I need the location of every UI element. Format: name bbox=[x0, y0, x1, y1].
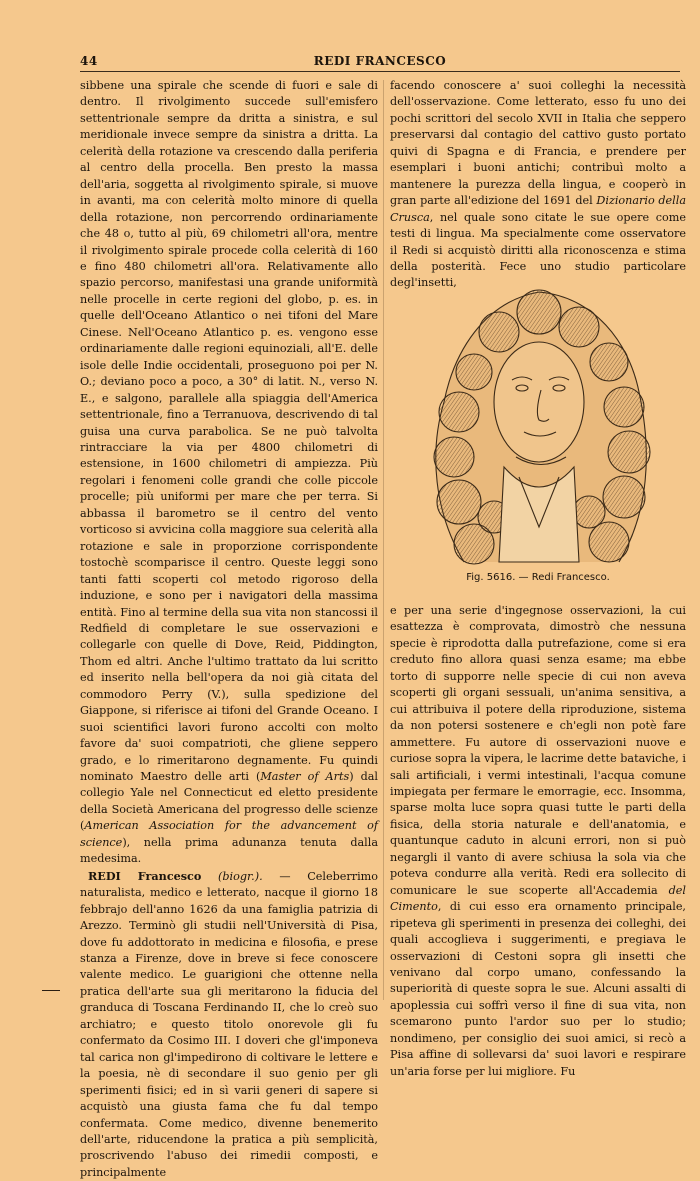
right-column-top bbox=[390, 78, 686, 292]
margin-mark bbox=[42, 990, 60, 991]
entry-tag: (biogr.). bbox=[218, 869, 263, 883]
entry-heading: REDI Francesco bbox=[88, 868, 202, 883]
paragraph-redi-letterato: facendo conoscere a' suoi colleghi la necessità dell'osservazione. Come letterato, esso fu uno dei pochi scrittori del secolo XVII in Italia che seppero preservarsi dal contagio del cattivo gusto portato quivi di Spagna e di Francia, e prendere per esemplari i buoni antichi; contribuì molto a mantenere la purezza della lingua, e cooperò in gran parte all'edizione del 1691 del Dizionario della Crusca, nel quale sono citate le sue opere come testi di lingua. Ma specialmente come osservatore il Redi si acquistò diritti alla riconoscenza e stima della posterità. Fece uno studio particolare degl'insetti, bbox=[390, 79, 686, 290]
page-number: 44 bbox=[80, 54, 98, 68]
portrait-engraving bbox=[404, 262, 674, 567]
column-divider bbox=[383, 80, 384, 1000]
header-rule bbox=[80, 71, 680, 72]
left-column bbox=[80, 78, 378, 1181]
running-title: REDI FRANCESCO bbox=[313, 54, 447, 68]
paragraph-redfield: sibbene una spirale che scende di fuori e sale di dentro. Il rivolgimento succede sull'emisfero settentrionale sempre da dritta a sinistra, e sul meridionale invece sempre da sinistra a dritta. La celerità della rotazione va crescendo dalla periferia al centro della procella. Ben presto la massa dell'aria, soggetta al rivolgimento spirale, si muove in avanti, ma con celerità molto minore di quella della rotazione, non percorrendo ordinariamente che 48 o, tutto al più, 69 chilometri all'ora, mentre il rivolgimento spirale procede colla celerità di 160 e fino 480 chilometri all'ora. Relativamente allo spazio percorso, manifestasi una grande uniformità nelle procelle in certe regioni del globo, p. es. in quelle dell'Oceano Atlantico o nei tifoni del Mare Cinese. Nell'Oceano Atlantico p. es. vengono esse ordinariamente dalle regioni equinoziali, all'E. delle isole delle Indie occidentali, proseguono poi per N. O.; deviano poco a poco, a 30° di latit. N., verso N. E., e salgono, parallele alla spiaggia dell'America settentrionale, fino a Terranuova, descrivendo di tal guisa una curva parabolica. Se ne può talvolta rintracciare la via per 4800 chilometri di estensione, in 1600 chilometri di ampiezza. Più regolari i fenomeni colle grandi che colle piccole procelle; più uniformi per mare che per terra. Si abbassa il barometro se il centro del vento vorticoso si avvicina colla maggiore sua celerità alla rotazione e sale in proporzione corrispondente tostochè scomparisce il centro. Queste leggi sono tanti fatti scoperti col metodo rigoroso della induzione, e sono per i navigatori della massima entità. Fino al termine della sua vita non stancossi il Redfield di completare le sue osservazioni e collegarle con quelle di Dove, Reid, Piddington, Thom ed altri. Anche l'ultimo trattato da lui scritto ed inserito nella bell'opera da noi già citata del commodoro Perry (V.), sulla spedizione del Giappone, si riferisce ai tifoni del Grande Oceano. I suoi scientifici lavori furono accolti con molto favore da' suoi compatrioti, che gliene seppero grado, e lo rimeritarono degnamente. Fu quindi nominato Maestro delle arti (Master of Arts) dal collegio Yale nel Connecticut ed eletto presidente della Società Americana del progresso delle scienze (American Association for the advancement of science), nella prima adunanza tenuta dalla medesima. bbox=[80, 79, 378, 866]
paragraph-redi-osservazioni: e per una serie d'ingegnose osservazioni, la cui esattezza è comprovata, dimostrò che nessuna specie è riprodotta dalla putrefazione, come si era creduto fino allora quasi senza esame; ma ebbe torto di supporre nelle specie di cui non aveva scoperti gli organi sessuali, un'anima sensitiva, a cui attribuiva il potere della riproduzione, sistema da non potersi sostenere e ch'egli non potè fare ammettere. Fu autore di osservazioni nuove e curiose sopra la vipera, le lacrime dette bataviche, i sali artificiali, i vermi intestinali, l'acqua comune impiegata per fermare le emorragie, ecc. Insomma, sparse molta luce sopra quasi tutte le parti della fisica, della storia naturale e dell'anatomia, e quantunque caduto in alcuni errori, non si può negargli il vanto di avere schiusa la sola via che poteva condurre alla verità. Redi era sollecito di comunicare le sue scoperte all'Accademia del Cimento, di cui esso era ornamento principale, ripeteva gli sperimenti in presenza dei colleghi, dei quali accoglieva i suggerimenti, e pregiava le osservazioni di Cestoni sopra gli insetti che venivano dal corpo umano, confessando la superiorità di queste sopra le sue. Alcuni assalti di apoplessia cui soffrì verso il fine di sua vita, non scemarono punto l'ardor suo per lo studio; nondimeno, per consiglio dei suoi amici, si recò a Pisa affine di sollevarsi da' suoi lavori e respirare un'aria forse per lui migliore. Fu bbox=[390, 604, 686, 1078]
paragraph-redi-intro: REDI Francesco (biogr.). — Celeberrimo naturalista, medico e letterato, nacque il giorno 18 febbrajo dell'anno 1626 da una famiglia patrizia di Arezzo. Terminò gli studii nell'Università di Pisa, dove fu addottorato in medicina e filosofia, e prese stanza a Firenze, dove in breve si fece conoscere valente medico. Le guarigioni che ottenne nella pratica dell'arte sua gli meritarono la fiducia del granduca di Toscana Ferdinando II, che lo creò suo archiatro; e questo titolo onorevole gli fu confermato da Cosimo III. I doveri che gl'imponeva tal carica non gl'impedirono di coltivare le lettere e la poesia, nè di secondare il suo genio per gli sperimenti fisici; ed in sì varii generi di sapere si acquistò una giusta fama che fu dal tempo confermata. Come medico, divenne benemerito dell'arte, riducendone la pratica a più semplicità, proscrivendo l'abuso dei rimedii composti, e principalmente bbox=[80, 868, 378, 1179]
right-column-bottom bbox=[390, 603, 686, 1080]
figure-caption: Fig. 5616. — Redi Francesco. bbox=[466, 572, 610, 583]
